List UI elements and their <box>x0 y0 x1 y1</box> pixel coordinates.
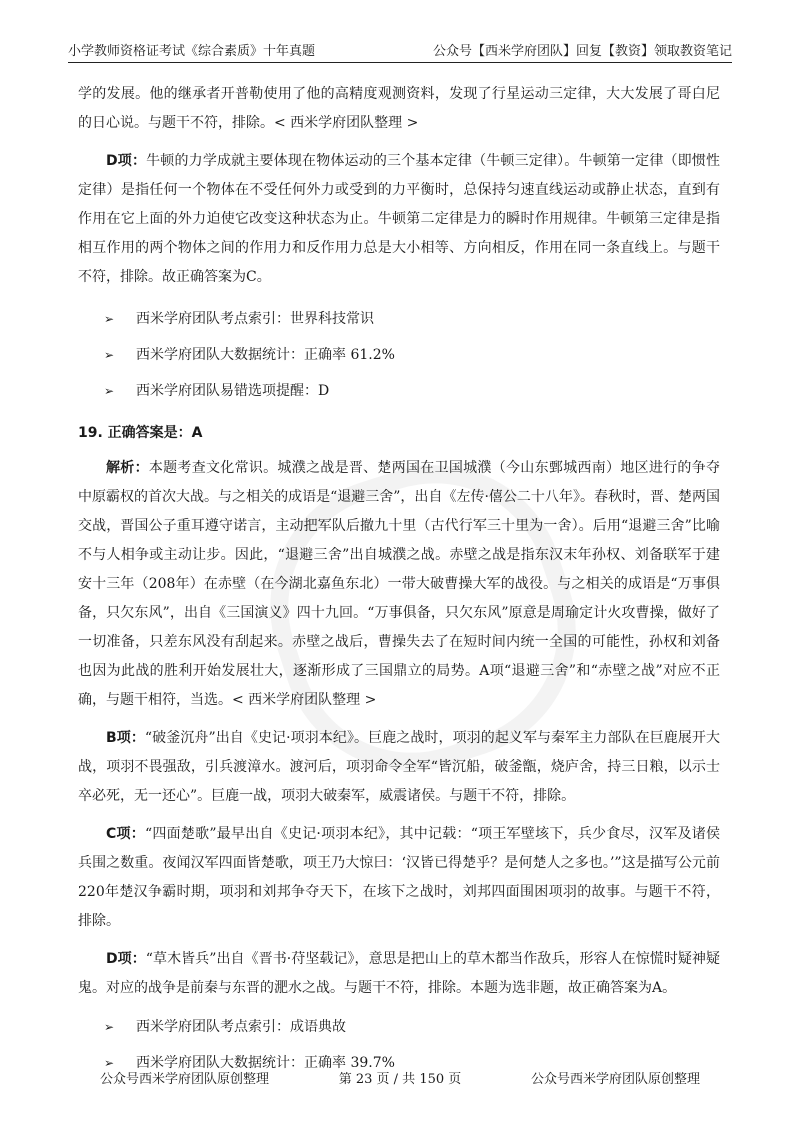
option-d2-text: “草木皆兵”出自《晋书·苻坚载记》，意思是把山上的草木都当作敌兵，形容人在惊慌时疑神疑鬼。对应的战争是前秦与东晋的淝水之战。与题干不符，排除。本题为选非题，故正确答案为A。 <box>78 951 720 996</box>
option-d2-label: D项： <box>106 951 146 967</box>
option-d2-explanation <box>78 945 720 1003</box>
arrow-bullet-icon: ➢ <box>104 1020 115 1034</box>
option-b-label: B项： <box>106 730 145 746</box>
option-d-text: 牛顿的力学成就主要体现在物体运动的三个基本定律（牛顿三定律）。牛顿第一定律（即惯性定律）是指任何一个物体在不受任何外力或受到的力平衡时，总保持匀速直线运动或静止状态，直到有作用在它上面的外力迫使它改变这种状态为止。牛顿第二定律是力的瞬时作用规律。牛顿第三定律是指相互作用的两个物体之间的作用力和反作用力总是大小相等、方向相反，作用在同一条直线上。与题干不符，排除。故正确答案为C。 <box>78 153 720 285</box>
page-header <box>68 40 732 62</box>
arrow-bullet-icon: ➢ <box>104 384 115 398</box>
option-c-explanation <box>78 820 720 936</box>
option-d-explanation <box>78 147 720 292</box>
question-19-answer-heading: 19. 正确答案是：A <box>78 425 203 441</box>
page-footer <box>100 1068 700 1088</box>
header-right-note: 公众号【西米学府团队】回复【教资】领取教资笔记 <box>432 44 732 59</box>
page-number: 第 23 页 / 共 150 页 <box>338 1072 462 1087</box>
list-item: ➢ 西米学府团队考点索引：成语典故 <box>78 1009 720 1045</box>
header-left-title: 小学教师资格证考试《综合素质》十年真题 <box>68 44 316 59</box>
q18-summary-list <box>78 301 720 409</box>
option-d-label: D项： <box>106 153 147 169</box>
list-item: ➢ 西米学府团队大数据统计：正确率 61.2% <box>78 337 720 373</box>
footer-right-note: 公众号西米学府团队原创整理 <box>530 1072 700 1087</box>
arrow-bullet-icon: ➢ <box>104 312 115 326</box>
list-item: ➢ 西米学府团队大数据统计：正确率 39.7% <box>78 1045 720 1081</box>
arrow-bullet-icon: ➢ <box>104 1056 115 1070</box>
arrow-bullet-icon: ➢ <box>104 348 115 362</box>
document-body <box>78 80 720 1091</box>
footer-left-note: 公众号西米学府团队原创整理 <box>100 1072 270 1087</box>
list-item: ➢ 西米学府团队易错选项提醒：D <box>78 373 720 409</box>
option-c-label: C项： <box>106 826 145 842</box>
header-divider <box>68 62 732 63</box>
analysis-text: 本题考查文化常识。城濮之战是晋、楚两国在卫国城濮（今山东鄄城西南）地区进行的争夺中原霸权的首次大战。与之相关的成语是“退避三舍”，出自《左传·僖公二十八年》。春秋时，晋、楚两国交战，晋国公子重耳遵守诺言，主动把军队后撤九十里（古代行军三十里为一舍）。后用“退避三舍”比喻不与人相争或主动让步。因此，“退避三舍”出自城濮之战。赤壁之战是指东汉末年孙权、刘备联军于建安十三年（208年）在赤壁（在今湖北嘉鱼东北）一带大破曹操大军的战役。与之相关的成语是“万事俱备，只欠东风”，出自《三国演义》四十九回。“万事俱备，只欠东风”原意是周瑜定计火攻曹操，做好了一切准备，只差东风没有刮起来。赤壁之战后，曹操失去了在短时间内统一全国的可能性，孙权和刘备也因为此战的胜利开始发展壮大，逐渐形成了三国鼎立的局势。A项“退避三舍”和“赤壁之战”对应不正确，与题干相符，当选。< 西米学府团队整理 > <box>78 460 720 708</box>
option-b-explanation <box>78 724 720 811</box>
paragraph-continuation: 学的发展。他的继承者开普勒使用了他的高精度观测资料，发现了行星运动三定律，大大发展了哥白尼的日心说。与题干不符，排除。< 西米学府团队整理 > <box>78 86 720 131</box>
option-b-text: “破釜沉舟”出自《史记·项羽本纪》。巨鹿之战时，项羽的起义军与秦军主力部队在巨鹿展开大战，项羽不畏强敌，引兵渡漳水。渡河后，项羽命令全军“皆沉船，破釜甑，烧庐舍，持三日粮，以示士卒必死，无一还心”。巨鹿一战，项羽大破秦军，威震诸侯。与题干不符，排除。 <box>78 730 721 804</box>
option-c-text: “四面楚歌”最早出自《史记·项羽本纪》，其中记载：“项王军壁垓下，兵少食尽，汉军及诸侯兵围之数重。夜闻汉军四面皆楚歌，项王乃大惊曰：‘汉皆已得楚乎？是何楚人之多也。’”这是描写公元前220年楚汉争霸时期，项羽和刘邦争夺天下，在垓下之战时，刘邦四面围困项羽的故事。与题干不符，排除。 <box>78 826 720 929</box>
analysis-label: 解析： <box>106 460 149 476</box>
list-item: ➢ 西米学府团队考点索引：世界科技常识 <box>78 301 720 337</box>
analysis-paragraph <box>78 454 720 715</box>
